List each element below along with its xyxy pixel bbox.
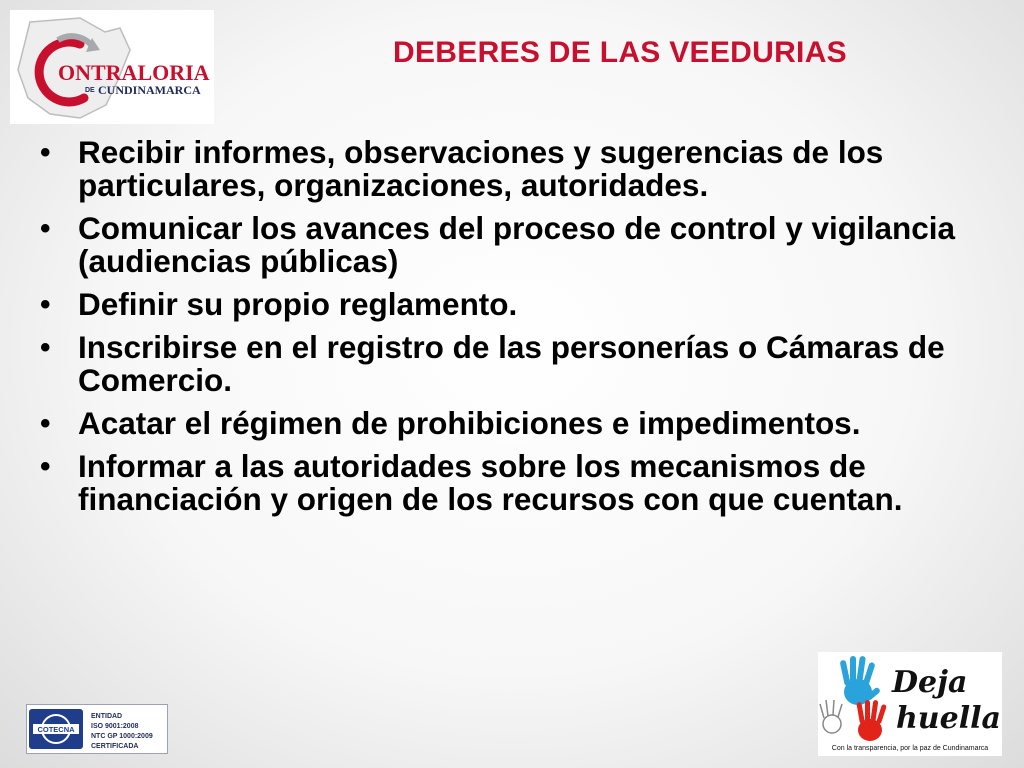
bullet-list: [40, 136, 1010, 526]
logo-sub-de: DE: [85, 87, 95, 94]
bullet-marker: •: [40, 136, 51, 169]
cert-line-3: NTC GP 1000:2009: [91, 733, 153, 740]
deja-text: Deja: [892, 665, 968, 700]
list-item: [40, 212, 1010, 278]
bullet-text: Comunicar los avances del proceso de control y vigilancia (audiencias públicas): [78, 210, 956, 279]
contraloria-logo-graphic: [10, 10, 214, 124]
blue-hand-icon: [840, 656, 881, 705]
bullet-marker: •: [40, 407, 51, 440]
bullet-marker: •: [40, 288, 51, 321]
cert-line-1: ENTIDAD: [91, 713, 123, 720]
deja-huella-logo: [818, 652, 1002, 756]
bullet-marker: •: [40, 331, 51, 364]
bullet-marker: •: [40, 212, 51, 245]
deja-huella-graphic: [818, 652, 1002, 756]
bullet-text: Definir su propio reglamento.: [78, 286, 518, 322]
cotecna-brand: COTECNA: [37, 725, 75, 734]
cert-line-4: CERTIFICADA: [91, 743, 139, 750]
contraloria-logo: [10, 10, 214, 124]
deja-huella-tagline: Con la transparencia, por la paz de Cundinamarca: [831, 745, 989, 752]
list-item: [40, 136, 1010, 202]
bullet-text: Recibir informes, observaciones y sugerencias de los particulares, organizaciones, autoridades.: [78, 134, 884, 203]
bullet-text: Inscribirse en el registro de las personerías o Cámaras de Comercio.: [78, 329, 945, 398]
bullet-text: Informar a las autoridades sobre los mecanismos de financiación y origen de los recursos con que cuentan.: [78, 448, 903, 517]
logo-sub-name: CUNDINAMARCA: [98, 83, 201, 97]
bullet-text: Acatar el régimen de prohibiciones e impedimentos.: [78, 405, 861, 441]
list-item: [40, 331, 1010, 397]
huella-text: huella: [896, 701, 1001, 736]
cotecna-logo-graphic: [27, 705, 167, 753]
list-item: [40, 407, 1010, 440]
list-item: [40, 288, 1010, 321]
list-item: [40, 450, 1010, 516]
cotecna-certification-logo: [26, 704, 168, 754]
slide-title: DEBERES DE LAS VEEDURIAS: [393, 36, 847, 69]
red-hand-icon: [856, 700, 887, 741]
outline-hand-icon: [820, 700, 842, 733]
cert-line-2: ISO 9001:2008: [91, 723, 139, 730]
bullet-marker: •: [40, 450, 51, 483]
logo-name: ONTRALORIA: [58, 60, 210, 85]
